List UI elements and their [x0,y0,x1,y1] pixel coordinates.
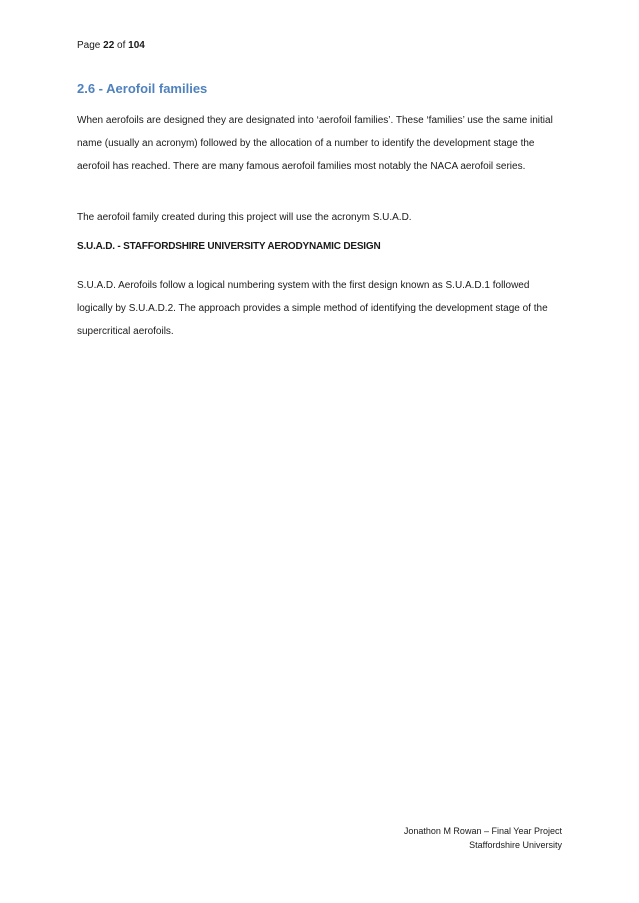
paragraph-acronym: The aerofoil family created during this project will use the acronym S.U.A.D. [77,212,412,223]
page-footer [404,824,562,852]
paragraph-numbering: S.U.A.D. Aerofoils follow a logical numbering system with the first design known as S.U.A.D.1 followed logically by S.U.A.D.2. The approach provides a simple method of identifying the development stage of the supercritical aerofoils. [77,280,548,337]
section-title: 2.6 - Aerofoil families [77,81,208,96]
page-total: 104 [128,40,145,51]
footer-author: Jonathon M Rowan – Final Year Project [403,826,562,836]
paragraph-aerofoil-families: When aerofoils are designed they are designated into ‘aerofoil families’. These ‘families’ use the same initial name (usually an acronym) followed by the allocation of a number to identify the development stage the aerofoil has reached. There are many famous aerofoil families most notably the NACA aerofoil series. [77,115,553,172]
of-word: of [117,40,126,51]
page-word: Page [77,40,101,51]
footer-institution: Staffordshire University [469,840,562,850]
subheading-suad: S.U.A.D. - STAFFORDSHIRE UNIVERSITY AERODYNAMIC DESIGN [77,241,381,252]
page-header [77,40,145,51]
page-number: 22 [103,40,115,51]
